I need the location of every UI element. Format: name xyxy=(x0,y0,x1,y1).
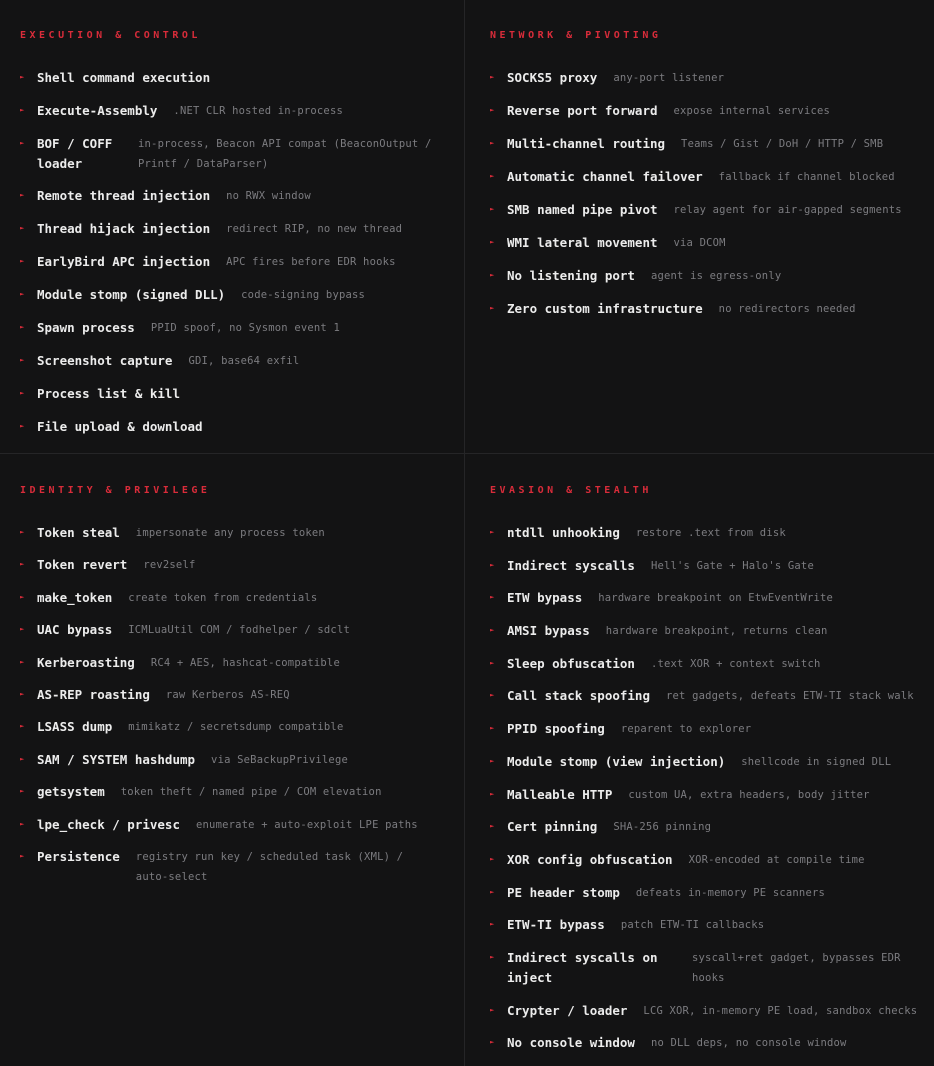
bullet-icon: ► xyxy=(20,139,25,147)
list-item xyxy=(20,417,444,437)
feature-name: LSASS dump xyxy=(37,719,113,735)
bullet-icon: ► xyxy=(20,106,25,114)
feature-desc: any-port listener xyxy=(613,72,725,84)
feature-name: Automatic channel failover xyxy=(507,169,703,184)
list-item xyxy=(20,186,444,206)
list-item xyxy=(20,285,444,305)
feature-name: Malleable HTTP xyxy=(507,786,613,802)
list-item xyxy=(490,588,924,608)
feature-desc: hardware breakpoint on EtwEventWrite xyxy=(598,592,834,605)
feature-desc: rev2self xyxy=(143,559,196,572)
bullet-icon: ► xyxy=(20,73,25,81)
feature-name: Multi-channel routing xyxy=(507,136,666,151)
feature-desc: defeats in-memory PE scanners xyxy=(635,886,826,899)
list-item xyxy=(490,883,924,903)
feature-desc: redirect RIP, no new thread xyxy=(226,223,403,235)
feature-list xyxy=(490,523,924,1053)
feature-desc: Hell's Gate + Halo's Gate xyxy=(650,559,814,572)
bullet-icon: ► xyxy=(20,657,25,666)
bullet-icon: ► xyxy=(490,593,495,602)
bullet-icon: ► xyxy=(490,73,495,81)
list-item xyxy=(490,785,924,805)
feature-desc: impersonate any process token xyxy=(135,527,325,539)
panel-evasion-stealth xyxy=(465,454,934,1066)
feature-name: SMB named pipe pivot xyxy=(507,202,658,217)
bullet-icon: ► xyxy=(20,592,25,601)
feature-desc: .NET CLR hosted in-process xyxy=(173,105,343,117)
feature-name: WMI lateral movement xyxy=(507,235,658,250)
panel-heading: IDENTITY & PRIVILEGE xyxy=(20,485,211,496)
feature-desc: shellcode in signed DLL xyxy=(741,755,892,768)
feature-name: Thread hijack injection xyxy=(37,221,211,236)
bullet-icon: ► xyxy=(490,304,495,312)
feature-name: Execute-Assembly xyxy=(37,103,158,118)
feature-desc: agent is egress-only xyxy=(650,270,782,282)
list-item xyxy=(490,1001,924,1021)
bullet-icon: ► xyxy=(20,851,25,860)
list-item xyxy=(20,717,444,737)
bullet-icon: ► xyxy=(490,1038,495,1047)
bullet-icon: ► xyxy=(20,257,25,265)
bullet-icon: ► xyxy=(490,205,495,213)
feature-desc: ICMLuaUtil COM / fodhelper / sdclt xyxy=(128,624,350,637)
feature-desc: APC fires before EDR hooks xyxy=(226,256,396,268)
feature-list xyxy=(490,68,924,319)
bullet-icon: ► xyxy=(20,422,25,430)
feature-name: Module stomp (signed DLL) xyxy=(37,287,226,302)
bullet-icon: ► xyxy=(20,191,25,199)
list-item xyxy=(20,219,444,239)
bullet-icon: ► xyxy=(490,139,495,147)
feature-desc: fallback if channel blocked xyxy=(718,171,895,183)
list-item xyxy=(490,948,924,988)
bullet-icon: ► xyxy=(20,528,25,536)
bullet-icon: ► xyxy=(20,625,25,634)
feature-desc: code-signing bypass xyxy=(241,289,366,301)
bullet-icon: ► xyxy=(490,626,495,635)
feature-list xyxy=(20,523,444,887)
bullet-icon: ► xyxy=(490,724,495,733)
panel-identity-privilege xyxy=(0,454,465,1066)
feature-name: ETW bypass xyxy=(507,590,583,606)
feature-name: lpe_check / privesc xyxy=(37,816,180,832)
bullet-icon: ► xyxy=(20,224,25,232)
feature-desc: Teams / Gist / DoH / HTTP / SMB xyxy=(681,138,884,150)
feature-desc: token theft / named pipe / COM elevation xyxy=(120,786,382,799)
feature-desc: custom UA, extra headers, body jitter xyxy=(628,788,870,801)
panel-network-pivoting xyxy=(465,0,934,454)
list-item xyxy=(20,555,444,575)
bullet-icon: ► xyxy=(490,887,495,896)
list-item xyxy=(20,134,444,174)
feature-name: Module stomp (view injection) xyxy=(507,753,726,769)
bullet-icon: ► xyxy=(490,658,495,667)
feature-name: Sleep obfuscation xyxy=(507,655,635,671)
feature-desc: in-process, Beacon API compat (BeaconOutput / Printf / DataParser) xyxy=(138,138,432,170)
feature-desc: raw Kerberos AS-REQ xyxy=(165,688,290,701)
bullet-icon: ► xyxy=(490,238,495,246)
list-item xyxy=(490,200,924,220)
bullet-icon: ► xyxy=(20,819,25,828)
feature-desc: SHA-256 pinning xyxy=(613,821,712,834)
list-item xyxy=(490,686,924,706)
feature-desc: reparent to explorer xyxy=(620,723,752,736)
feature-name: No listening port xyxy=(507,268,635,283)
list-item xyxy=(490,167,924,187)
list-item xyxy=(20,815,444,835)
feature-desc: XOR-encoded at compile time xyxy=(688,853,865,866)
panel-heading: NETWORK & PIVOTING xyxy=(490,30,662,41)
bullet-icon: ► xyxy=(20,754,25,763)
feature-name: Spawn process xyxy=(37,320,135,335)
list-item xyxy=(20,782,444,802)
bullet-icon: ► xyxy=(20,689,25,698)
bullet-icon: ► xyxy=(490,172,495,180)
list-item xyxy=(490,134,924,154)
feature-name: SAM / SYSTEM hashdump xyxy=(37,751,196,767)
feature-desc: enumerate + auto-exploit LPE paths xyxy=(196,818,418,831)
list-item xyxy=(20,588,444,608)
feature-name: Reverse port forward xyxy=(507,103,658,118)
feature-name: Token revert xyxy=(37,557,128,573)
bullet-icon: ► xyxy=(490,271,495,279)
feature-desc: syscall+ret gadget, bypasses EDR hooks xyxy=(692,951,901,984)
bullet-icon: ► xyxy=(490,1005,495,1014)
bullet-icon: ► xyxy=(490,756,495,765)
feature-desc: GDI, base64 exfil xyxy=(188,355,300,367)
feature-name: Indirect syscalls on inject xyxy=(507,949,658,985)
list-item xyxy=(20,620,444,640)
feature-desc: create token from credentials xyxy=(128,591,318,604)
feature-desc: RC4 + AES, hashcat-compatible xyxy=(150,656,340,669)
feature-desc: registry run key / scheduled task (XML) / auto-select xyxy=(135,850,404,883)
feature-name: Process list & kill xyxy=(37,386,180,401)
feature-desc: via DCOM xyxy=(673,237,726,249)
bullet-icon: ► xyxy=(20,389,25,397)
bullet-icon: ► xyxy=(490,952,495,961)
feature-name: Call stack spoofing xyxy=(507,688,650,704)
list-item xyxy=(490,719,924,739)
feature-name: AS-REP roasting xyxy=(37,686,150,702)
list-item xyxy=(490,850,924,870)
list-item xyxy=(490,752,924,772)
feature-name: getsystem xyxy=(37,784,105,800)
feature-name: No console window xyxy=(507,1035,635,1051)
feature-name: EarlyBird APC injection xyxy=(37,254,211,269)
bullet-icon: ► xyxy=(20,356,25,364)
list-item xyxy=(490,654,924,674)
panel-heading: EVASION & STEALTH xyxy=(490,485,652,496)
bullet-icon: ► xyxy=(490,822,495,831)
bullet-icon: ► xyxy=(20,722,25,731)
feature-desc: .text XOR + context switch xyxy=(650,657,821,670)
feature-name: Remote thread injection xyxy=(37,188,211,203)
bullet-icon: ► xyxy=(490,789,495,798)
panel-execution-control xyxy=(0,0,465,454)
panel-heading: EXECUTION & CONTROL xyxy=(20,30,201,41)
feature-name: Screenshot capture xyxy=(37,353,173,368)
bullet-icon: ► xyxy=(490,106,495,114)
feature-name: Indirect syscalls xyxy=(507,557,635,573)
feature-desc: hardware breakpoint, returns clean xyxy=(605,625,828,638)
list-item xyxy=(20,318,444,338)
list-item xyxy=(20,351,444,371)
feature-list xyxy=(20,68,444,437)
feature-desc: relay agent for air-gapped segments xyxy=(673,204,902,216)
feature-name: Token steal xyxy=(37,525,120,540)
feature-name: Zero custom infrastructure xyxy=(507,301,703,316)
feature-desc: mimikatz / secretsdump compatible xyxy=(128,721,344,734)
list-item xyxy=(490,101,924,121)
feature-name: BOF / COFF loader xyxy=(37,136,113,171)
feature-name: SOCKS5 proxy xyxy=(507,70,598,85)
feature-name: ETW-TI bypass xyxy=(507,917,605,933)
feature-desc: expose internal services xyxy=(673,105,831,117)
list-item xyxy=(490,299,924,319)
feature-name: XOR config obfuscation xyxy=(507,851,673,867)
feature-desc: patch ETW-TI callbacks xyxy=(620,919,765,932)
list-item xyxy=(490,817,924,837)
list-item xyxy=(20,750,444,770)
feature-name: Cert pinning xyxy=(507,819,598,835)
bullet-icon: ► xyxy=(490,920,495,929)
feature-name: Persistence xyxy=(37,848,120,864)
bullet-icon: ► xyxy=(20,290,25,298)
list-item xyxy=(490,1033,924,1053)
list-item xyxy=(490,621,924,641)
feature-name: Crypter / loader xyxy=(507,1002,628,1018)
list-item xyxy=(20,685,444,705)
feature-desc: via SeBackupPrivilege xyxy=(211,753,348,766)
feature-desc: ret gadgets, defeats ETW-TI stack walk xyxy=(666,690,914,703)
list-item xyxy=(20,252,444,272)
bullet-icon: ► xyxy=(490,691,495,700)
list-item xyxy=(20,653,444,673)
feature-name: File upload & download xyxy=(37,419,203,434)
feature-desc: no DLL deps, no console window xyxy=(650,1037,847,1050)
bullet-icon: ► xyxy=(20,323,25,331)
list-item xyxy=(490,233,924,253)
list-item xyxy=(20,384,444,404)
list-item xyxy=(20,101,444,121)
bullet-icon: ► xyxy=(490,560,495,569)
bullet-icon: ► xyxy=(490,854,495,863)
list-item xyxy=(490,266,924,286)
feature-desc: restore .text from disk xyxy=(635,527,786,539)
bullet-icon: ► xyxy=(20,787,25,796)
feature-desc: PPID spoof, no Sysmon event 1 xyxy=(150,322,340,334)
feature-name: Shell command execution xyxy=(37,70,211,85)
feature-desc: no RWX window xyxy=(226,190,311,202)
feature-name: PE header stomp xyxy=(507,884,620,900)
feature-name: UAC bypass xyxy=(37,622,113,638)
list-item xyxy=(20,847,444,887)
feature-desc: LCG XOR, in-memory PE load, sandbox checks xyxy=(643,1004,918,1017)
list-item xyxy=(490,523,924,543)
list-item xyxy=(490,915,924,935)
bullet-icon: ► xyxy=(20,560,25,569)
feature-name: make_token xyxy=(37,589,113,605)
feature-desc: no redirectors needed xyxy=(718,303,856,315)
bullet-icon: ► xyxy=(490,528,495,536)
feature-name: PPID spoofing xyxy=(507,721,605,737)
list-item xyxy=(20,523,444,543)
feature-name: AMSI bypass xyxy=(507,623,590,639)
feature-name: ntdll unhooking xyxy=(507,525,620,540)
feature-name: Kerberoasting xyxy=(37,654,135,670)
list-item xyxy=(20,68,444,88)
list-item xyxy=(490,556,924,576)
list-item xyxy=(490,68,924,88)
